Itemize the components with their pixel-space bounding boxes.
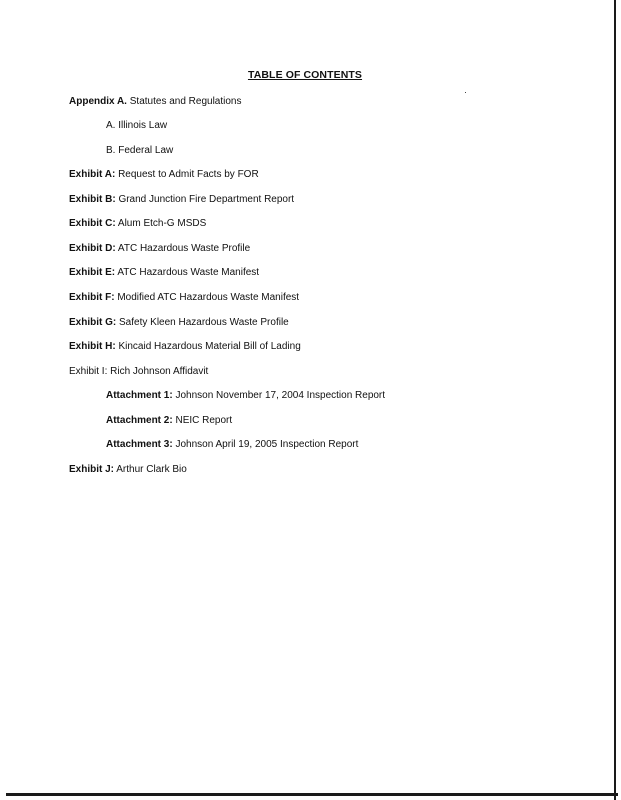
entry-text: Alum Etch-G MSDS <box>117 218 207 229</box>
entry-label: Attachment 1: <box>106 390 173 401</box>
entry-text: Johnson April 19, 2005 Inspection Report <box>175 439 359 450</box>
toc-entry-exhibit-e <box>69 267 259 279</box>
entry-label: Exhibit H: <box>69 341 116 352</box>
toc-title: TABLE OF CONTENTS <box>247 69 363 81</box>
entry-text: Statutes and Regulations <box>129 96 242 107</box>
entry-text: Modified ATC Hazardous Waste Manifest <box>117 292 300 303</box>
entry-text: NEIC Report <box>175 415 233 426</box>
scan-speck <box>465 92 466 93</box>
entry-label: Attachment 3: <box>106 439 173 450</box>
entry-text: Request to Admit Facts by FOR <box>118 169 259 180</box>
entry-label: Appendix A. <box>69 96 127 107</box>
toc-entry-exhibit-g <box>69 317 289 329</box>
entry-text: Kincaid Hazardous Material Bill of Lading <box>118 341 301 352</box>
entry-label: Exhibit D: <box>69 243 116 254</box>
entry-text: Safety Kleen Hazardous Waste Profile <box>119 317 289 328</box>
scan-edge-right <box>614 0 616 800</box>
scan-edge-bottom <box>6 793 618 796</box>
entry-label: Attachment 2: <box>106 415 173 426</box>
entry-label: Exhibit G: <box>69 317 117 328</box>
entry-text: Grand Junction Fire Department Report <box>118 194 295 205</box>
toc-entry-exhibit-b <box>69 194 294 206</box>
entry-label: Exhibit B: <box>69 194 116 205</box>
toc-entry-federal-law <box>106 145 173 157</box>
entry-text: B. Federal Law <box>106 145 174 156</box>
toc-entry-appendix-a <box>69 96 242 108</box>
entry-text: ATC Hazardous Waste Profile <box>117 243 251 254</box>
toc-entry-exhibit-a <box>69 169 259 181</box>
toc-entry-exhibit-c <box>69 218 206 230</box>
entry-text: Exhibit I: Rich Johnson Affidavit <box>69 366 209 377</box>
entry-text: Arthur Clark Bio <box>116 464 187 475</box>
entry-label: Exhibit E: <box>69 267 116 278</box>
toc-entry-exhibit-h <box>69 341 301 353</box>
toc-entry-exhibit-j <box>69 464 187 476</box>
toc-entry-exhibit-d <box>69 243 250 255</box>
entry-label: Exhibit J: <box>69 464 115 475</box>
entry-text: A. Illinois Law <box>106 120 168 131</box>
toc-entry-attachment-3 <box>106 439 358 451</box>
entry-text: Johnson November 17, 2004 Inspection Report <box>175 390 386 401</box>
toc-entry-illinois-law <box>106 120 167 132</box>
toc-entry-attachment-2 <box>106 415 232 427</box>
toc-entry-attachment-1 <box>106 390 385 402</box>
toc-entry-exhibit-f <box>69 292 299 304</box>
entry-label: Exhibit F: <box>69 292 115 303</box>
toc-entry-exhibit-i <box>69 366 208 378</box>
entry-label: Exhibit C: <box>69 218 116 229</box>
entry-text: ATC Hazardous Waste Manifest <box>117 267 260 278</box>
entry-label: Exhibit A: <box>69 169 116 180</box>
